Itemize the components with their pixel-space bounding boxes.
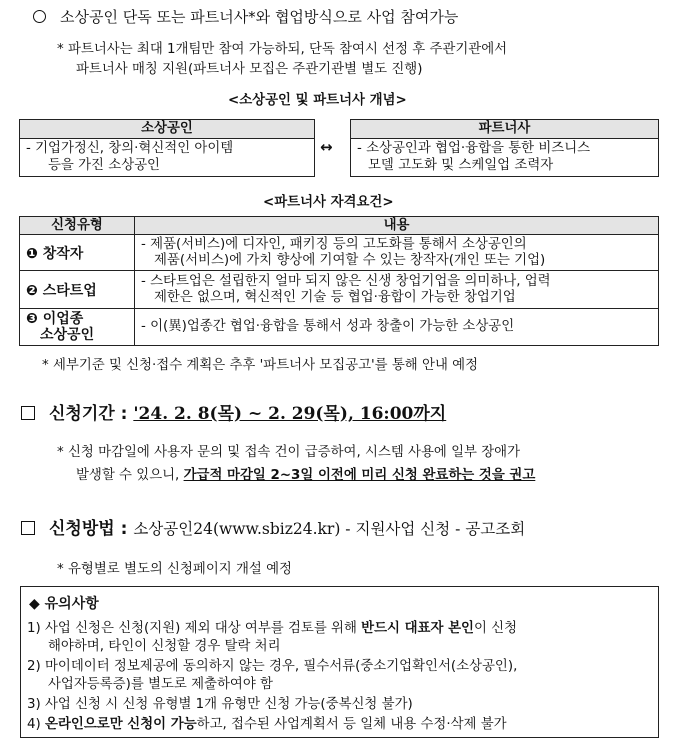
intro-bullet: 소상공인 단독 또는 파트너사*와 협업방식으로 사업 참여가능 [33,6,458,27]
row-desc-line1: - 스타트업은 설립한지 얼마 되지 않은 신생 창업기업을 의미하나, 업력 [141,273,551,289]
method-label: 신청방법 : [49,519,134,539]
concept-right-line2: 모델 고도화 및 스케일업 조력자 [368,158,554,173]
concept-left-line1: - 기업가정신, 창의·혁신적인 아이템 [26,141,234,156]
row-type-line2: 소상공인 [40,327,95,343]
concept-arrow-icon: ↔ [320,138,333,156]
checkbox-square-icon [21,521,35,535]
row-type: ❷ 스타트업 [20,271,135,309]
row-type: ❶ 창작자 [20,235,135,271]
concept-left-header: 소상공인 [20,120,314,139]
period-heading [21,399,446,424]
period-note-line2: 발생할 수 있으니, [76,468,184,483]
period-note-emphasis: 가급적 마감일 2~3일 이전에 미리 신청 완료하는 것을 권고 [183,468,536,483]
notice-item1-line2: 해야하며, 타인이 신청할 경우 탈락 처리 [48,639,281,654]
method-value: 소상공인24(www.sbiz24.kr) - 지원사업 신청 - 공고조회 [133,520,526,538]
qualification-footnote: * 세부기준 및 신청·접수 계획은 추후 '파트너사 모집공고'를 통해 안내 예정 [42,358,479,373]
checkbox-square-icon [21,406,35,420]
qualification-table [19,216,659,346]
row-desc-line2: 제품(서비스)에 가치 향상에 기여할 수 있는 창작자(개인 또는 기업) [154,252,546,268]
row-desc-line1: - 이(異)업종간 협업·융합을 통해서 성과 창출이 가능한 소상공인 [141,319,515,334]
table-row [20,235,659,271]
circle-bullet-icon [33,10,46,23]
notice-item4: 4) 온라인으로만 신청이 가능하고, 접수된 사업계획서 등 일체 내용 수정·삭제 불가 [27,717,507,732]
concept-title: <소상공인 및 파트너사 개념> [228,93,407,108]
row-desc-line1: - 제품(서비스)에 디자인, 패키징 등의 고도화를 통해서 소상공인의 [141,236,527,252]
notice-item2-line1: 2) 마이데이터 정보제공에 동의하지 않는 경우, 필수서류(중소기업확인서(소상공인), [27,659,518,674]
notice-box [20,586,659,738]
table-row [20,309,659,346]
method-heading [21,514,525,539]
intro-note-line1: * 파트너사는 최대 1개팀만 참여 가능하되, 단독 참여시 선정 후 주관기관에서 [57,42,508,57]
concept-right-line1: - 소상공인과 협업·융합을 통한 비즈니스 [357,141,591,156]
notice-title: ◆ 유의사항 [29,596,99,612]
period-value: '24. 2. 8(목) ~ 2. 29(목), 16:00까지 [133,404,447,424]
row-type-line1: ❸ 이업종 [26,311,84,327]
notice-item1: 1) 사업 신청은 신청(지원) 제외 대상 여부를 검토를 위해 반드시 대표자 본인이 신청 [27,621,518,636]
qualification-header-row [20,217,659,235]
concept-right-header: 파트너사 [351,120,658,139]
row-desc-line2: 제한은 없으며, 혁신적인 기술 등 협업·융합이 가능한 창업기업 [154,289,516,305]
concept-left-box [19,119,315,177]
concept-left-line2: 등을 가진 소상공인 [48,158,160,173]
concept-right-box [350,119,659,177]
table-row [20,271,659,309]
qualification-col-content: 내용 [135,217,659,235]
qualification-title: <파트너사 자격요건> [263,195,394,210]
method-note: * 유형별로 별도의 신청페이지 개설 예정 [57,562,292,577]
qualification-col-type: 신청유형 [20,217,135,235]
notice-item2-line2: 사업자등록증)를 별도로 제출하여야 함 [48,677,273,692]
period-note-line1: * 신청 마감일에 사용자 문의 및 접속 건이 급증하여, 시스템 사용에 일부 장애가 [57,445,521,460]
intro-note-line2: 파트너사 매칭 지원(파트너사 모집은 주관기관별 별도 진행) [76,62,423,77]
notice-item3: 3) 사업 신청 시 신청 유형별 1개 유형만 신청 가능(중복신청 불가) [27,697,413,712]
period-label: 신청기간 : [49,404,134,424]
